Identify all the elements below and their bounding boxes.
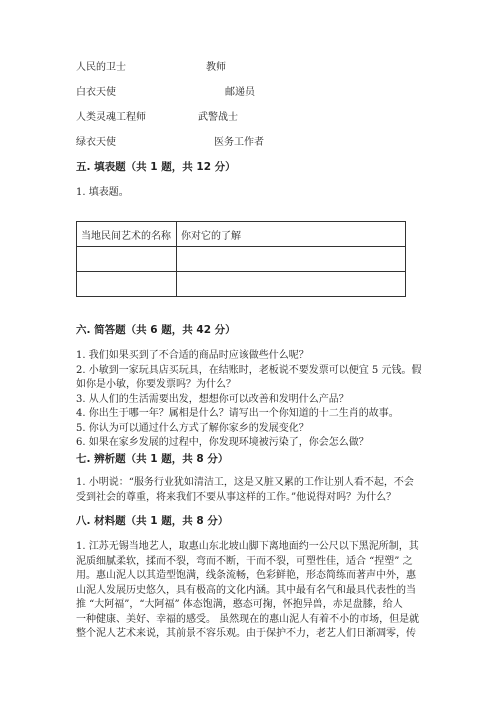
section6-questions xyxy=(76,349,424,451)
section8-heading: 八. 材料题（共 1 题，共 8 分） xyxy=(76,515,229,527)
table-header-row xyxy=(77,222,406,247)
section6-heading: 六. 简答题（共 6 题，共 42 分） xyxy=(76,324,236,336)
material-line: 整个泥人艺术来说，其前景不容乐观。由于保护不力，老艺人们日渐凋零，传 xyxy=(76,628,416,639)
table-header-knowledge: 你对它的了解 xyxy=(177,222,406,247)
match-right-4: 医务工作者 xyxy=(214,137,264,148)
material-line: 泥质细腻柔软，揉而不裂，弯而不断，干而不裂，可塑性佳，适合 “捏塑” 之 xyxy=(76,555,413,567)
section7-heading: 七. 辨析题（共 1 题，共 8 分） xyxy=(76,453,229,465)
match-left-3: 人类灵魂工程师 xyxy=(76,112,146,123)
table-header-name: 当地民间艺术的名称 xyxy=(77,222,177,247)
material-line: 一种健康、美好、幸福的感受。 虽然现在的惠山泥人有着不小的市场，但是就 xyxy=(76,613,420,625)
fill-table xyxy=(76,221,406,297)
material-line: 山泥人发展历史悠久，具有极高的文化内涵。其中最有名气和最具代表性的当 xyxy=(76,584,416,596)
question-line: 6. 如果在家乡发展的过程中，你发现环境被污染了，你会怎么做？ xyxy=(76,437,369,448)
match-left-2: 白衣天使 xyxy=(76,87,116,98)
table-cell-blank[interactable] xyxy=(177,247,406,272)
question-line: 2. 小敏到一家玩具店买玩具，在结账时，老板说不要发票可以便宜 5 元钱。假 xyxy=(76,364,422,376)
question-line: 受到社会的尊重，将来我们不要从事这样的工作。”他说得对吗？为什么？ xyxy=(76,491,397,503)
question-line: 5. 你认为可以通过什么方式了解你家乡的发展变化？ xyxy=(76,422,309,434)
match-left-1: 人民的卫士 xyxy=(76,62,126,73)
table-row xyxy=(77,272,406,297)
match-right-2: 邮递员 xyxy=(225,87,255,98)
match-left-4: 绿衣天使 xyxy=(76,137,116,148)
table-cell-blank[interactable] xyxy=(77,247,177,272)
table-cell-blank[interactable] xyxy=(77,272,177,297)
question-line: 如你是小敏，你要发票吗？为什么？ xyxy=(76,379,236,390)
match-right-3: 武警战士 xyxy=(198,112,238,123)
section7-question xyxy=(76,476,424,505)
section8-material xyxy=(76,540,424,642)
material-line: 用。惠山泥人以其造型饱满，线条流畅，色彩鲜艳，形态简练而著声中外，惠 xyxy=(76,570,416,581)
question-line: 1. 我们如果买到了不合适的商品时应该做些什么呢？ xyxy=(76,350,309,361)
material-line: 推 “大阿福”，“大阿福” 体态饱满，憨态可掬，怀抱异兽，赤足盘膝，给人 xyxy=(76,599,403,610)
table-cell-blank[interactable] xyxy=(177,272,406,297)
match-right-1: 教师 xyxy=(206,62,226,73)
question-line: 3. 从人们的生活需要出发，想想你可以改善和发明什么产品？ xyxy=(76,393,349,405)
section5-question: 1. 填表题。 xyxy=(76,187,129,198)
question-line: 1. 小明说：“服务行业犹如清洁工，这是又脏又累的工作让别人看不起，不会 xyxy=(76,477,414,488)
material-line: 1. 江苏无锡当地艺人，取惠山东北坡山脚下离地面约一公尺以下黑泥所制，其 xyxy=(76,541,419,552)
table-row xyxy=(77,247,406,272)
question-line: 4. 你出生于哪一年？属相是什么？请写出一个你知道的十二生肖的故事。 xyxy=(76,408,399,419)
section5-heading: 五. 填表题（共 1 题，共 12 分） xyxy=(76,161,236,173)
